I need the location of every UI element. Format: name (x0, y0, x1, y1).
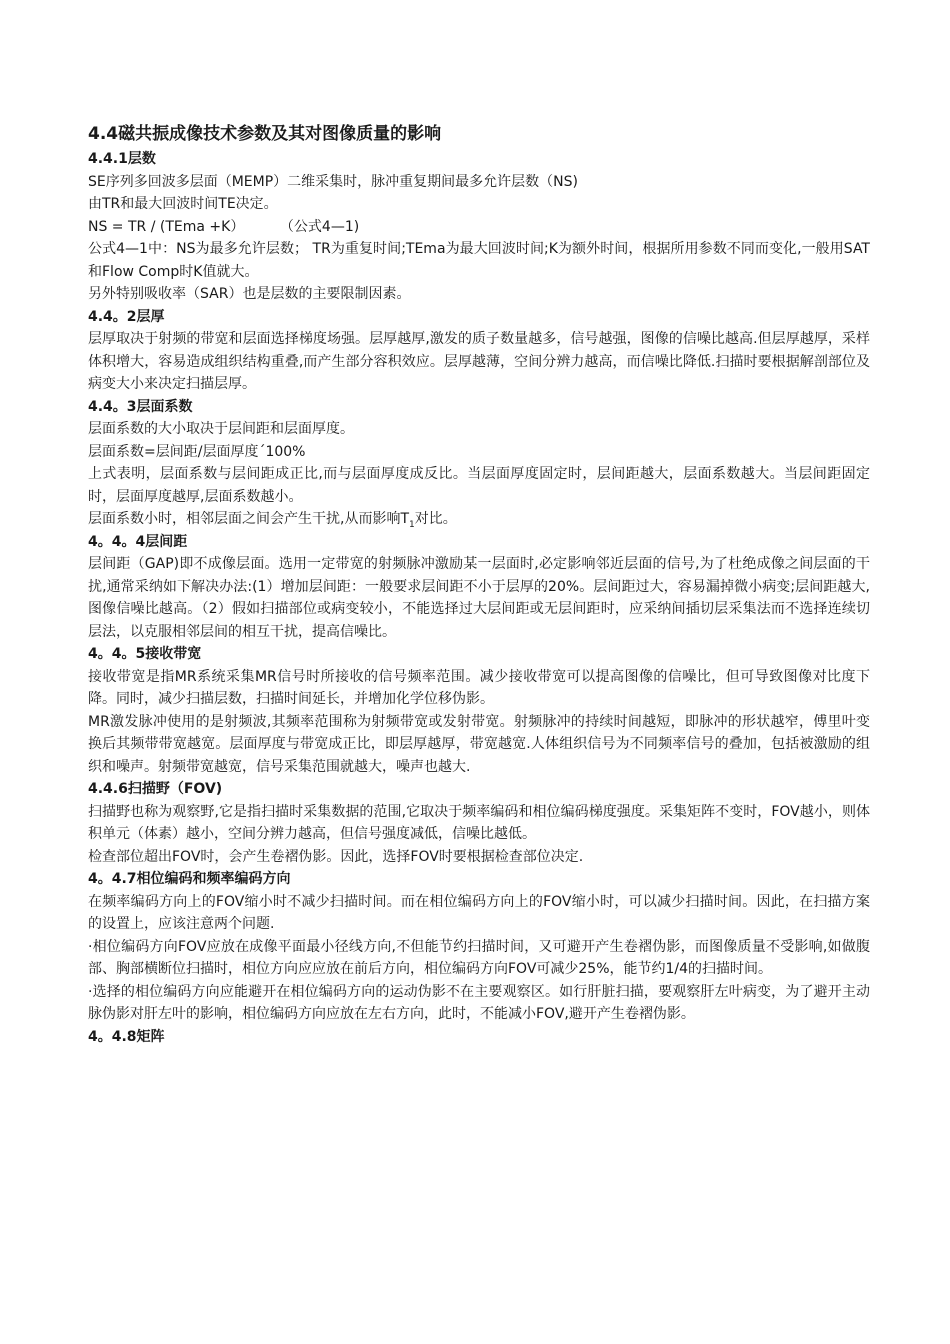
section-slice-count (88, 148, 870, 306)
paragraph: 接收带宽是指MR系统采集MR信号时所接收的信号频率范围。减少接收带宽可以提高图像的信噪比，但可导致图像对比度下降。同时，减少扫描层数，扫描时间延长，并增加化学位移伪影。 (88, 668, 870, 707)
paragraph: 在频率编码方向上的FOV缩小时不减少扫描时间。而在相位编码方向上的FOV缩小时，可以减少扫描时间。因此，在扫描方案的设置上，应该注意两个问题. (88, 893, 870, 932)
document-page (88, 122, 870, 1048)
formula-line: 层面系数=层间距/层面厚度´100% (88, 443, 306, 460)
paragraph: 扫描野也称为观察野,它是指扫描时采集数据的范围,它取决于频率编码和相位编码梯度强度。采集矩阵不变时，FOV越小，则体积单元（体素）越小，空间分辨力越高，但信号强度减低，信噪比越低。 (88, 803, 870, 842)
paragraph: 层间距（GAP)即不成像层面。选用一定带宽的射频脉冲激励某一层面时,必定影响邻近层面的信号,为了杜绝成像之间层面的干扰,通常采纳如下解决办法:(1）增加层间距：一般要求层间距不小于层厚的20%。层间距过大，容易漏掉微小病变;层间距越大,图像信噪比越高。（2）假如扫描部位或病变较小，不能选择过大层间距或无层间距时，应采纳间插切层采集法而不选择连续切层法，以克服相邻层间的相互干扰，提高信噪比。 (88, 556, 870, 640)
section-slice-thickness (88, 306, 870, 396)
paragraph: SE序列多回波多层面（MEMP）二维采集时，脉冲重复期间最多允许层数（NS) (88, 173, 578, 190)
section-heading: 4。4.7相位编码和频率编码方向 (88, 871, 291, 887)
section-encoding-direction (88, 868, 870, 1026)
paragraph: 层面系数的大小取决于层间距和层面厚度。 (88, 421, 354, 437)
paragraph: 检查部位超出FOV时，会产生卷褶伪影。因此，选择FOV时要根据检查部位决定. (88, 848, 584, 865)
paragraph-contrast (88, 508, 870, 531)
paragraph: 公式4—1中：NS为最多允许层数； TR为重复时间;TEma为最大回波时间;K为额外时间，根据所用参数不同而变化,一般用SAT和Flow Comp时K值就大。 (88, 241, 870, 280)
section-matrix (88, 1026, 870, 1049)
section-heading: 4。4.8矩阵 (88, 1028, 165, 1045)
subscript: 1 (409, 519, 415, 530)
section-slice-factor (88, 396, 870, 531)
section-heading: 4.4。2层厚 (88, 308, 165, 325)
paragraph: 层厚取决于射频的带宽和层面选择梯度场强。层厚越厚,激发的质子数量越多，信号越强，图像的信噪比越高.但层厚越厚，采样体积增大，容易造成组织结构重叠,而产生部分容积效应。层厚越薄，空间分辨力越高，而信噪比降低.扫描时要根据解剖部位及病变大小来决定扫描层厚。 (88, 331, 870, 392)
bullet-paragraph: ·选择的相位编码方向应能避开在相位编码方向的运动伪影不在主要观察区。如行肝脏扫描，要观察肝左叶病变，为了避开主动脉伪影对肝左叶的影响，相位编码方向应放在左右方向，此时，不能减小FOV,避开产生卷褶伪影。 (88, 983, 870, 1022)
contrast-text-after: 对比。 (414, 511, 457, 527)
section-heading: 4。4。5接收带宽 (88, 646, 202, 662)
paragraph: 由TR和最大回波时间TE决定。 (88, 196, 278, 212)
section-heading: 4。4。4层间距 (88, 533, 188, 550)
paragraph: 上式表明，层面系数与层间距成正比,而与层面厚度成反比。当层面厚度固定时，层间距越大，层面系数越大。当层间距固定时，层面厚度越厚,层面系数越小。 (88, 466, 870, 505)
formula-line: NS = TR / (TEma +K） （公式4—1) (88, 218, 360, 235)
section-receive-bandwidth (88, 643, 870, 778)
paragraph: MR激发脉冲使用的是射频波,其频率范围称为射频带宽或发射带宽。射频脉冲的持续时间越短，即脉冲的形状越窄，傅里叶变换后其频带带宽越宽。层面厚度与带宽成正比，即层厚越厚，带宽越宽.人体组织信号为不同频率信号的叠加，包括被激励的组织和噪声。射频带宽越宽，信号采集范围就越大，噪声也越大. (88, 713, 870, 775)
bullet-paragraph: ·相位编码方向FOV应放在成像平面最小径线方向,不但能节约扫描时间，又可避开产生卷褶伪影，而图像质量不受影响,如做腹部、胸部横断位扫描时，相位方向应应放在前后方向，相位编码方向FOV可减少25%，能节约1/4的扫描时间。 (88, 938, 870, 977)
section-fov (88, 778, 870, 868)
document-title: 4.4磁共振成像技术参数及其对图像质量的影响 (88, 124, 442, 144)
section-heading: 4.4.6扫描野（FOV) (88, 781, 223, 797)
contrast-text-before: 层面系数小时，相邻层面之间会产生干扰,从而影响T (88, 511, 410, 527)
section-slice-gap (88, 531, 870, 644)
paragraph: 另外特别吸收率（SAR）也是层数的主要限制因素。 (88, 286, 411, 302)
section-heading: 4.4.1层数 (88, 151, 156, 167)
section-heading: 4.4。3层面系数 (88, 398, 193, 415)
